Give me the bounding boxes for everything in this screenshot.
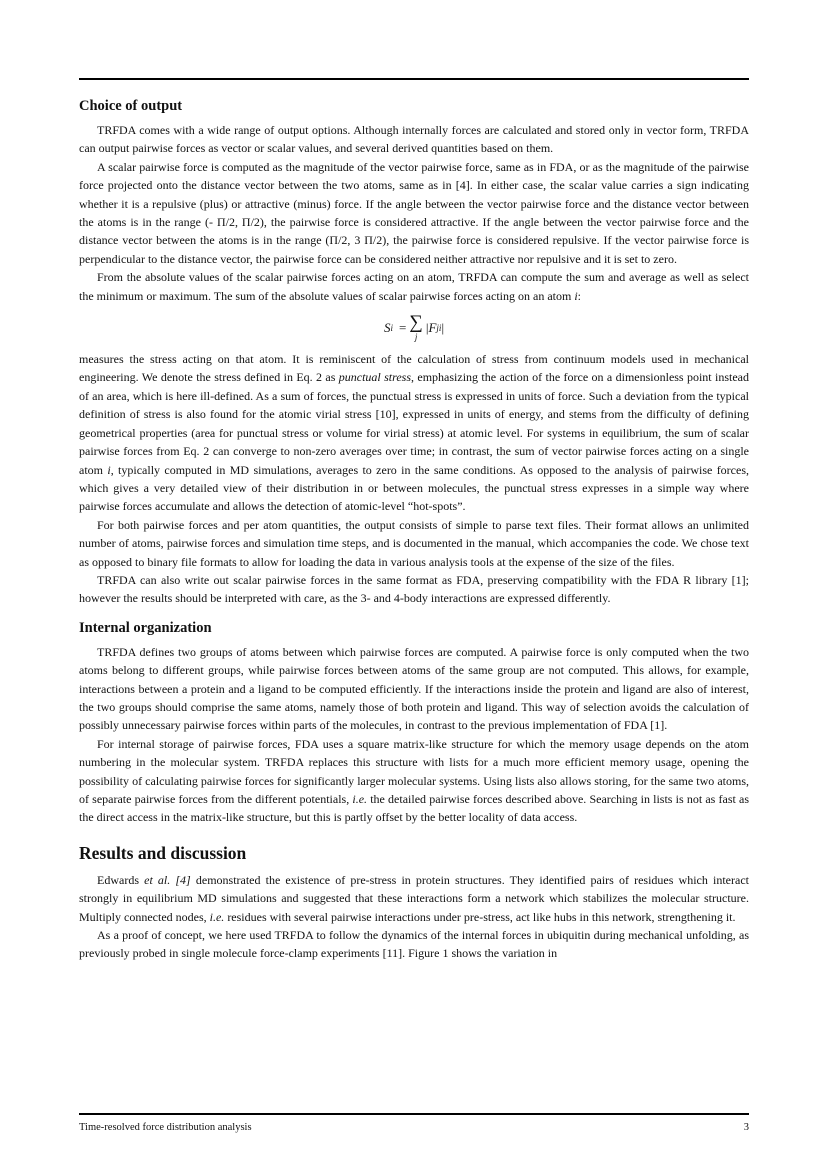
summation-symbol xyxy=(409,313,423,342)
abs-bar-left: | xyxy=(425,319,429,335)
section-internal-organization xyxy=(79,620,749,827)
italic-atom-i: i xyxy=(107,462,111,477)
paragraph-text: : xyxy=(577,288,582,303)
italic-atom-i: i xyxy=(574,288,578,303)
paragraph-text: As a proof of concept, we here used TRFDA to follow the dynamics of the internal forces in ubiquitin during mechanical unfolding, as previously probed in single molecule force-clamp experiments [11]. Figure 1 shows the variation in xyxy=(79,928,749,961)
force-symbol: F xyxy=(428,319,437,335)
paragraph-text: For internal storage of pairwise forces, FDA uses a square matrix-like structure for which the memory usage depends on the atom numbering in the molecular system. TRFDA replaces this structure with lists for a much more efficient memory usage, opening the possibility of calculating pairwise forces for significantly larger molecular systems. Using lists also allows storing, for the same two atoms, of separate pairwise forces from the different potentials, xyxy=(79,736,749,806)
paragraph xyxy=(79,268,749,305)
paragraph-text: demonstrated the existence of pre-stress in protein structures. They identified pairs of residues which interact strongly in equilibrium MD simulations and suggested that these interactions form a network which stabilizes the molecular structure. Multiply connected nodes, xyxy=(79,872,749,924)
paragraph-text: For both pairwise forces and per atom quantities, the output consists of simple to parse text files. Their format allows an unlimited number of atoms, pairwise forces and simulation time steps, and is documented in the manual, which accompanies the code. We chose text as opposed to binary file formats to allow for loading the data in various analysis tools at the expense of the size of the files. xyxy=(79,517,749,569)
paragraph-text: Edwards xyxy=(97,872,145,887)
footer-running-title: Time-resolved force distribution analysis xyxy=(79,1122,252,1133)
section-results-and-discussion xyxy=(79,843,749,963)
equals-sign: = xyxy=(398,319,407,335)
paragraph xyxy=(79,350,749,516)
paragraph-text: TRFDA comes with a wide range of output options. Although internally forces are calculated and stored only in vector form, TRFDA can output pairwise forces as vector or scalar values, and several derived quantities based on them. xyxy=(79,123,749,156)
equation-lhs-subscript: i xyxy=(390,322,393,333)
paragraph xyxy=(79,735,749,827)
paragraph-text: the detailed pairwise forces described above. Searching in lists is not as fast as the direct access in the matrix-like structure, but this is partly offset by the better locality of data access. xyxy=(79,792,749,825)
paragraph-text: residues with several pairwise interactions under pre-stress, act like hubs in this network, strengthening it. xyxy=(224,909,736,924)
paragraph xyxy=(79,516,749,571)
italic-et-al-citation: et al. [4] xyxy=(144,872,191,887)
section-heading-internal-organization: Internal organization xyxy=(79,619,212,636)
paragraph xyxy=(79,871,749,926)
page-footer xyxy=(79,1113,749,1133)
paragraph-text: , typically computed in MD simulations, averages to zero in the same conditions. As opposed to the analysis of pairwise forces, which gives a very detailed view of their distribution in or between molecules, the punctual stress expresses in a simple way where pairwise forces accumulate and allows the detection of atomic-level “hot-spots”. xyxy=(79,462,750,514)
sigma-glyph: ∑ xyxy=(409,312,423,334)
section-heading-choice-of-output: Choice of output xyxy=(79,98,183,114)
paragraph-text: TRFDA can also write out scalar pairwise forces in the same format as FDA, preserving compatibility with the FDA R library [1]; however the results should be interpreted with care, as the 3- and 4-body interactions are expressed differently. xyxy=(79,572,749,606)
equation-punctual-stress xyxy=(79,313,749,342)
italic-ie: i.e. xyxy=(352,792,368,806)
paragraph xyxy=(79,926,749,963)
paragraph-text: TRFDA defines two groups of atoms between which pairwise forces are computed. A pairwise force is only computed when the two atoms belong to different groups, while pairwise forces between atoms of the same group are not computed. This allows, for example, interactions between a protein and a ligand to be computed efficiently. If the interactions inside the protein and ligand are also of interest, the two groups should comprise the same atoms, namely those of both protein and ligand. This way of selection avoids the calculation of possibly unnecessary pairwise forces within parts of the molecules, in contrast to the previous implementation of FDA [1]. xyxy=(79,644,749,733)
paragraph xyxy=(79,158,749,268)
summation-index: j xyxy=(414,332,418,343)
italic-ie: i.e. xyxy=(209,909,225,924)
section-choice-of-output xyxy=(79,98,749,608)
footer-page-number: 3 xyxy=(743,1122,749,1133)
force-subscript: ji xyxy=(436,322,442,333)
equation-lhs: S xyxy=(383,319,391,335)
paragraph-text: A scalar pairwise force is computed as the magnitude of the vector pairwise force, same as in FDA, or as the magnitude of the pairwise force projected onto the distance vector between the two atoms, same as in [4]. In either case, the scalar value carries a sign indicating whether it is a repulsive (plus) or attractive (minus) force. If the angle between the vector pairwise force and the distance vector between the atoms is in the range (- Π/2, Π/2), the pairwise force is considered attractive. If the angle between the vector pairwise force and the distance vector between the atoms is in the range (Π/2, 3 Π/2), the pairwise force is considered repulsive. If the vector pairwise force is perpendicular to the distance vector, the pairwise force can be considered neither attractive nor repulsive and it is set to zero. xyxy=(79,159,749,266)
paragraph-text: , emphasizing the action of the force on a dimensionless point instead of an area, which is here ill-defined. As a sum of forces, the punctual stress is expressed in units of force. Such a deviation from the typical definition of stress is also found for the atomic virial stress [10], expressed in units of energy, and stems from the difficulty of defining geometrical properties (area for punctual stress or volume for virial stress) at atomic level. For systems in equilibrium, the sum of scalar pairwise forces from Eq. 2 can converge to non-zero averages over time; in contrast, the sum of vector pairwise forces acting on a single atom xyxy=(79,370,749,477)
paragraph-text: measures the stress acting on that atom. It is reminiscent of the calculation of stress from continuum models used in mechanical engineering. We denote the stress defined in Eq. 2 as xyxy=(79,352,749,385)
italic-punctual-stress: punctual stress xyxy=(338,370,412,385)
paragraph xyxy=(79,643,749,735)
paragraph xyxy=(79,121,749,158)
abs-bar-right: | xyxy=(441,319,445,335)
paragraph-text: From the absolute values of the scalar pairwise forces acting on an atom, TRFDA can compute the sum and average as well as select the minimum or maximum. The sum of the absolute values of scalar pairwise forces acting on an atom xyxy=(79,270,749,303)
paragraph xyxy=(79,571,749,608)
section-heading-results-and-discussion: Results and discussion xyxy=(79,842,247,863)
page-body xyxy=(79,78,749,963)
